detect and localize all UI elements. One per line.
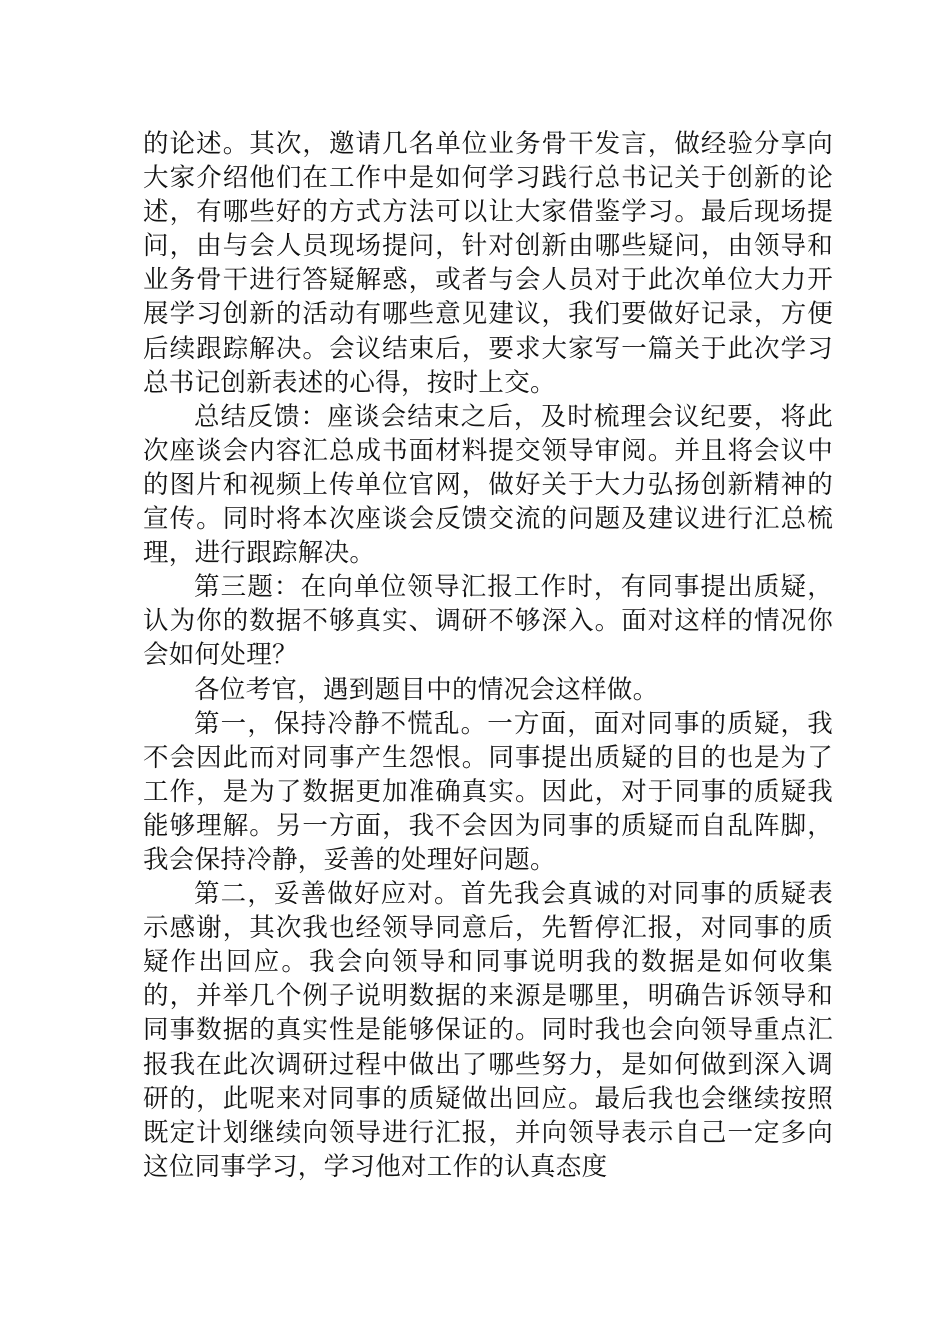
paragraph-6: 第二，妥善做好应对。首先我会真诚的对同事的质疑表示感谢，其次我也经领导同意后，先暂停汇报，对同事的质疑作出回应。我会向领导和同事说明我的数据是如何收集的，并举几个例子说明数据的来源是哪里，明确告诉领导和同事数据的真实性是能够保证的。同时我也会向领导重点汇报我在此次调研过程中做出了哪些努力，是如何做到深入调研的，此呢来对同事的质疑做出回应。最后我也会继续按照既定计划继续向领导进行汇报，并向领导表示自己一定多向这位同事学习，学习他对工作的认真态度: [143, 879, 833, 1182]
paragraph-4: 各位考官，遇到题目中的情况会这样做。: [194, 674, 659, 705]
paragraph-3: 第三题：在向单位领导汇报工作时，有同事提出质疑，认为你的数据不够真实、调研不够深入。面对这样的情况你会如何处理？: [143, 572, 833, 671]
paragraph-5: 第一，保持冷静不慌乱。一方面，面对同事的质疑，我不会因此而对同事产生怨恨。同事提出质疑的目的也是为了工作，是为了数据更加准确真实。因此，对于同事的质疑我能够理解。另一方面，我不会因为同事的质疑而自乱阵脚，我会保持冷静，妥善的处理好问题。: [143, 708, 833, 875]
paragraph-1: 的论述。其次，邀请几名单位业务骨干发言，做经验分享向大家介绍他们在工作中是如何学习践行总书记关于创新的论述，有哪些好的方式方法可以让大家借鉴学习。最后现场提问，由与会人员现场提问，针对创新由哪些疑问，由领导和业务骨干进行答疑解惑，或者与会人员对于此次单位大力开展学习创新的活动有哪些意见建议，我们要做好记录，方便后续跟踪解决。会议结束后，要求大家写一篇关于此次学习总书记创新表述的心得，按时上交。: [143, 129, 833, 398]
paragraph-2: 总结反馈：座谈会结束之后，及时梳理会议纪要，将此次座谈会内容汇总成书面材料提交领导审阅。并且将会议中的图片和视频上传单位官网，做好关于大力弘扬创新精神的宣传。同时将本次座谈会反馈交流的问题及建议进行汇总梳理，进行跟踪解决。: [143, 401, 833, 569]
document-body: [143, 127, 833, 1184]
